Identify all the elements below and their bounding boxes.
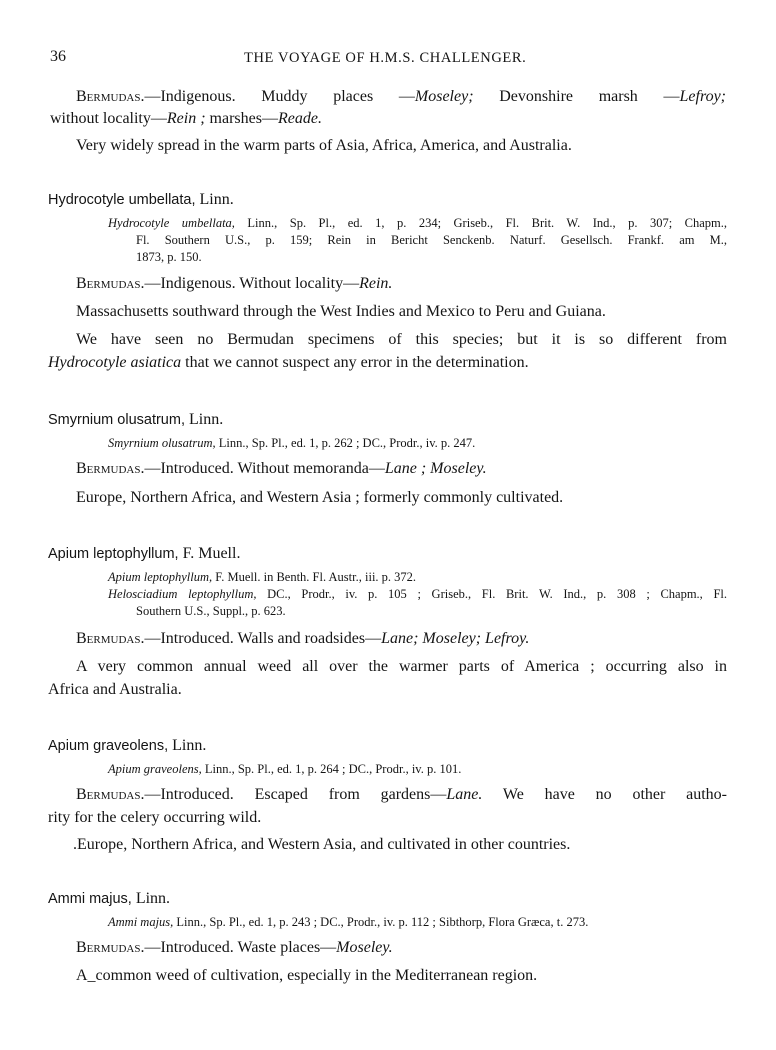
distribution-text: .Europe, Northern Africa, and Western Asia, and cultivated in other countries.: [73, 836, 571, 853]
distribution-text: Europe, Northern Africa, and Western Asia ; formerly commonly cultivated.: [76, 489, 564, 506]
note-text-line2: Hydrocotyle asiatica that we cannot suspect any error in the determination.: [48, 354, 529, 371]
region-label: Bermudas.: [76, 88, 145, 105]
locality-record: Bermudas.—Introduced. Walls and roadsides—Lane; Moseley; Lefroy.: [76, 630, 530, 647]
note-text-line1: We have seen no Bermudan specimens of this species; but it is so different from: [76, 331, 727, 348]
continuation-record-line2: without locality—Rein ; marshes—Reade.: [50, 110, 322, 127]
citation-line: Southern U.S., Suppl., p. 623.: [136, 604, 286, 618]
locality-record-line1: Bermudas.—Introduced. Escaped from gardens—Lane. We have no other autho-: [76, 786, 728, 803]
species-heading-smyrnium: Smyrnium olusatrum, Linn.: [48, 411, 224, 428]
distribution-text: Massachusetts southward through the West Indies and Mexico to Peru and Guiana.: [76, 303, 606, 320]
distribution-text-line2: Africa and Australia.: [48, 681, 182, 698]
species-heading-apium-graveolens: Apium graveolens, Linn.: [48, 737, 207, 754]
page-number: 36: [50, 48, 66, 65]
citation-line: Ammi majus, Linn., Sp. Pl., ed. 1, p. 243 ; DC., Prodr., iv. p. 112 ; Sibthorp, Flora Græca, t. 273.: [108, 915, 589, 929]
continuation-record-line1: Bermudas.—Indigenous. Muddy places —Moseley; Devonshire marsh —Lefroy;: [76, 88, 727, 105]
species-heading-apium-leptophyllum: Apium leptophyllum, F. Muell.: [48, 545, 241, 562]
citation-line: Apium leptophyllum, F. Muell. in Benth. Fl. Austr., iii. p. 372.: [108, 570, 417, 584]
distribution-text: A_common weed of cultivation, especially in the Mediterranean region.: [76, 967, 538, 984]
distribution-text-line1: A very common annual weed all over the warmer parts of America ; occurring also in: [76, 658, 727, 675]
citation-line: Apium graveolens, Linn., Sp. Pl., ed. 1, p. 264 ; DC., Prodr., iv. p. 101.: [108, 762, 462, 776]
species-heading-hydrocotyle: Hydrocotyle umbellata, Linn.: [48, 191, 234, 208]
continuation-distribution: Very widely spread in the warm parts of Asia, Africa, America, and Australia.: [76, 137, 572, 154]
citation-line: 1873, p. 150.: [136, 250, 202, 264]
citation-line: Helosciadium leptophyllum, DC., Prodr., iv. p. 105 ; Griseb., Fl. Brit. W. Ind., p. 308 ; Chapm., Fl.: [108, 587, 727, 601]
locality-record: Bermudas.—Introduced. Waste places—Moseley.: [76, 939, 393, 956]
locality-record-line2: rity for the celery occurring wild.: [48, 809, 262, 826]
locality-record: Bermudas.—Introduced. Without memoranda—Lane ; Moseley.: [76, 460, 487, 477]
citation-line: Smyrnium olusatrum, Linn., Sp. Pl., ed. 1, p. 262 ; DC., Prodr., iv. p. 247.: [108, 436, 476, 450]
species-heading-ammi: Ammi majus, Linn.: [48, 890, 171, 907]
locality-record: Bermudas.—Indigenous. Without locality—Rein.: [76, 275, 393, 292]
citation-line: Fl. Southern U.S., p. 159; Rein in Bericht Senckenb. Naturf. Gesellsch. Frankf. am M.,: [136, 233, 727, 247]
running-head: THE VOYAGE OF H.M.S. CHALLENGER.: [244, 50, 527, 66]
citation-line: Hydrocotyle umbellata, Linn., Sp. Pl., ed. 1, p. 234; Griseb., Fl. Brit. W. Ind., p. 307; Chapm.,: [108, 216, 728, 230]
